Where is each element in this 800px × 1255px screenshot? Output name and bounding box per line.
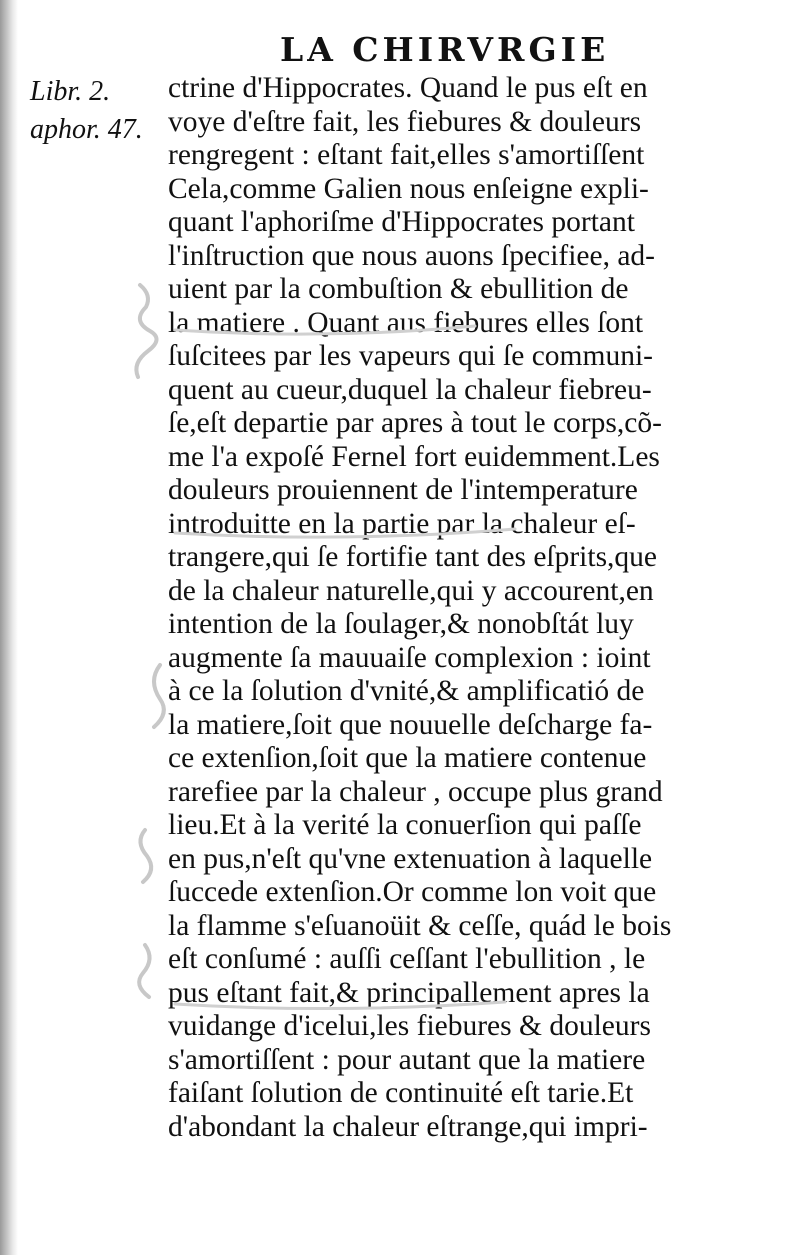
text-line: la flamme s'eſuanoüit & ceſſe, quád le bois [168, 909, 672, 942]
text-line: rarefiee par la chaleur , occupe plus grand [168, 775, 663, 808]
text-line: s'amortiſſent : pour autant que la matiere [168, 1043, 646, 1076]
text-line: uient par la combuſtion & ebullition de [168, 273, 629, 305]
text-line: d'abondant la chaleur eſtrange,qui impri- [168, 1110, 648, 1143]
text-line: voye d'eſtre fait, les fiebures & douleurs [168, 105, 642, 138]
text-line: quant l'aphoriſme d'Hippocrates portant [168, 206, 635, 238]
text-line: augmente ſa mauuaiſe complexion : ioint [168, 641, 651, 674]
margin-bracket-mark [136, 285, 156, 377]
margin-bracket-mark [140, 830, 151, 882]
text-line: vuidange d'icelui,les fiebures & douleurs [168, 1010, 651, 1042]
text-line: ſe,eſt departie par apres à tout le corps,cõ- [168, 407, 662, 439]
text-line: introduitte en la partie par la chaleur eſ- [168, 507, 636, 540]
text-line: ctrine d'Hippocrates. Quand le pus eſt en [168, 72, 648, 104]
text-line: trangere,qui ſe fortifie tant des eſprits,que [168, 541, 658, 573]
text-line: intention de la ſoulager,& nonobſtát luy [168, 608, 634, 640]
margin-bracket-mark [139, 945, 149, 997]
body-text [168, 72, 798, 1144]
marginal-notes [30, 73, 143, 149]
text-line: la matiere . Quant aus fiebures elles ſont [168, 306, 644, 339]
text-line: la matiere,ſoit que nouuelle deſcharge fa- [168, 708, 653, 741]
text-line: l'inſtruction que nous auons ſpecifiee, ad- [168, 239, 656, 272]
running-head: LA CHIRVRGIE [280, 30, 610, 69]
margin-bracket-mark [154, 665, 164, 727]
text-line: à ce la ſolution d'vnité,& amplificatió de [168, 675, 645, 707]
text-line: eſt conſumé : auſſi ceſſant l'ebullition , le [168, 943, 646, 975]
text-line: Cela,comme Galien nous enſeigne expli- [168, 172, 649, 205]
marginal-note-book: Libr. 2. [30, 76, 111, 107]
text-line: lieu.Et à la verité la conuerſion qui paſſe [168, 809, 642, 841]
text-line: de la chaleur naturelle,qui y accourent,en [168, 574, 654, 607]
text-line: en pus,n'eſt qu'vne extenuation à laquelle [168, 842, 653, 875]
text-line: pus eſtant fait,& principallement apres la [168, 976, 650, 1009]
marginal-note-aphorism: aphor. 47. [30, 114, 143, 145]
text-line: ce extenſion,ſoit que la matiere contenue [168, 742, 647, 774]
text-line: ſuccede extenſion.Or comme lon voit que [168, 876, 657, 908]
text-line: douleurs prouiennent de l'intemperature [168, 474, 638, 506]
text-line: me l'a expoſé Fernel fort euidemment.Les [168, 440, 660, 473]
text-line: quent au cueur,duquel la chaleur fiebreu- [168, 373, 652, 406]
text-line: rengregent : eſtant fait,elles s'amortiſſent [168, 139, 645, 171]
text-line: faiſant ſolution de continuité eſt tarie.Et [168, 1077, 634, 1109]
text-line: ſuſcitees par les vapeurs qui ſe communi- [168, 340, 653, 372]
page-gutter-shadow [0, 0, 18, 1255]
